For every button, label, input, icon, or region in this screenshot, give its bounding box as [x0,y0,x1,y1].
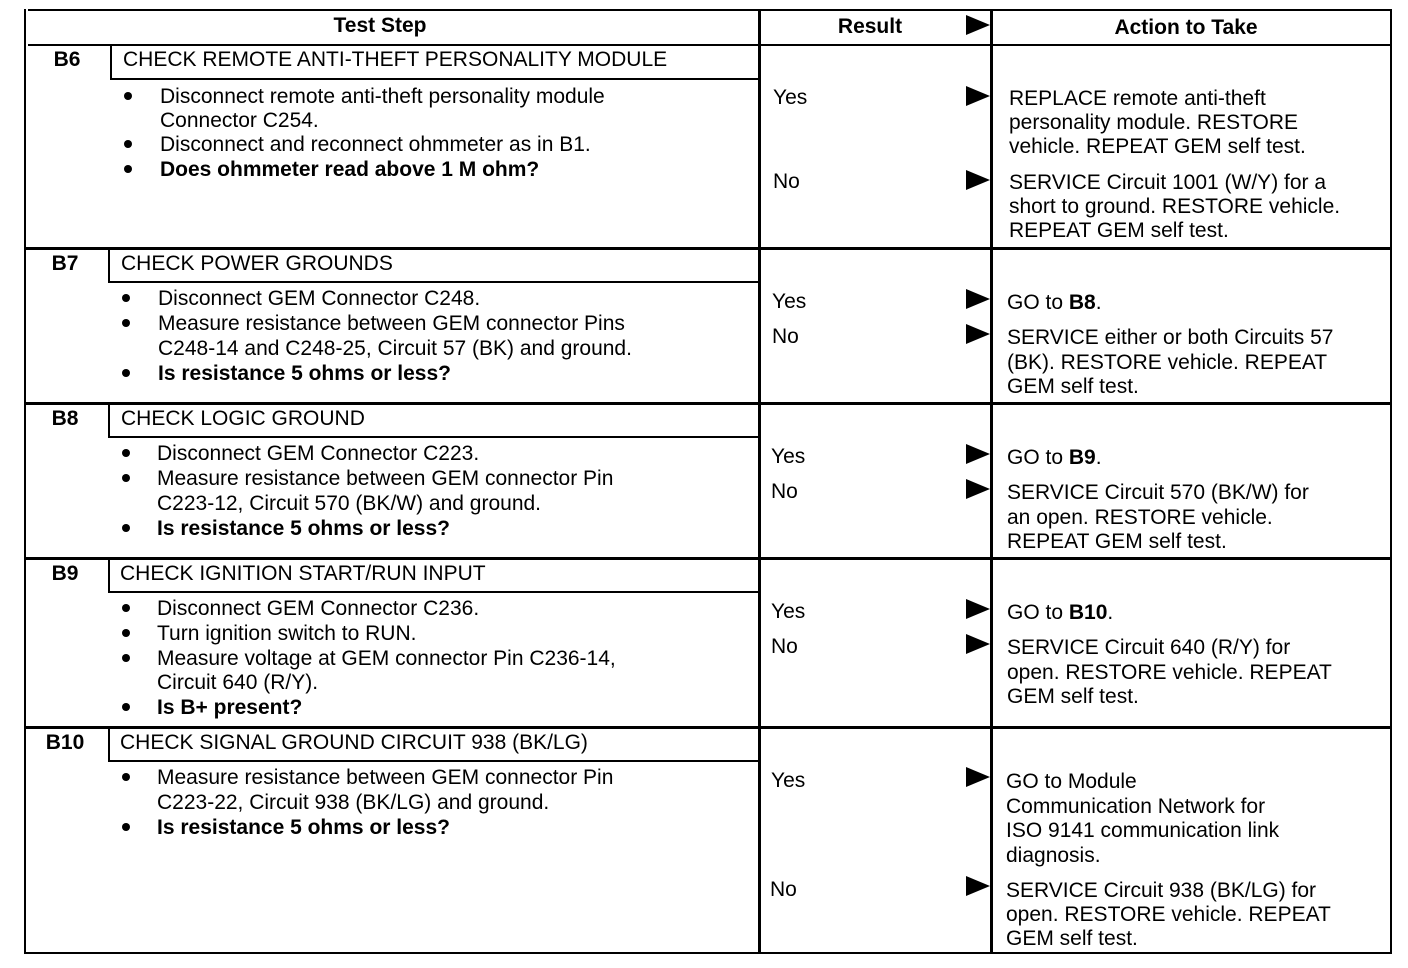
action-text: GO to B8. [1007,291,1102,314]
bullet-question: Is resistance 5 ohms or less? [157,816,450,839]
step-title: CHECK POWER GROUNDS [121,252,393,275]
bullet-icon [124,140,132,148]
step-code: B6 [53,48,81,71]
bullet-icon [122,524,130,532]
action-text: GO to B10. [1007,601,1114,624]
code-divider [108,250,110,282]
step-separator [24,247,1392,250]
bullet-icon [122,449,130,457]
step-title: CHECK LOGIC GROUND [121,407,365,430]
arrow-right-icon [966,479,990,499]
bullet-icon [122,604,130,612]
table-bottom-border [24,952,1392,954]
bullet-icon [122,474,130,482]
action-text: SERVICE Circuit 938 (BK/LG) for [1006,879,1317,902]
step-separator [24,557,1392,560]
result-yes: Yes [771,600,806,623]
bullet-question: Is resistance 5 ohms or less? [158,362,451,385]
code-divider [108,729,110,761]
title-underline [108,591,758,593]
step-code: B8 [51,407,79,430]
bullet-text: C223-22, Circuit 938 (BK/LG) and ground. [157,791,550,814]
action-text: Communication Network for [1006,795,1266,818]
step-code: B9 [51,562,79,585]
action-text: diagnosis. [1006,844,1101,867]
action-text: REPEAT GEM self test. [1007,530,1227,553]
bullet-icon [122,319,130,327]
bullet-icon [122,294,130,302]
bullet-question: Does ohmmeter read above 1 M ohm? [160,158,540,181]
bullet-icon [122,703,130,711]
arrow-right-icon [966,876,990,896]
header-action: Action to Take [1114,16,1258,39]
test-step-right-border [758,9,761,954]
bullet-icon [122,629,130,637]
step-title: CHECK IGNITION START/RUN INPUT [120,562,486,585]
action-text: SERVICE either or both Circuits 57 [1007,326,1334,349]
bullet-text: Circuit 640 (R/Y). [157,671,319,694]
header-test-step: Test Step [333,14,427,37]
result-no: No [770,878,797,901]
result-right-border [990,9,993,954]
step-title: CHECK REMOTE ANTI-THEFT PERSONALITY MODULE [123,48,668,71]
action-text: REPEAT GEM self test. [1009,219,1229,242]
action-text: short to ground. RESTORE vehicle. [1009,195,1341,218]
bullet-text: C248-14 and C248-25, Circuit 57 (BK) and ground. [158,337,632,360]
bullet-text: Disconnect GEM Connector C236. [157,597,480,620]
result-yes: Yes [771,769,806,792]
action-text: personality module. RESTORE [1009,111,1299,134]
step-separator [24,726,1392,729]
action-text: SERVICE Circuit 570 (BK/W) for [1007,481,1309,504]
left-border [24,9,26,954]
bullet-question: Is resistance 5 ohms or less? [157,517,450,540]
result-no: No [773,170,800,193]
step-code: B10 [45,731,85,754]
header-arrow-icon [966,15,990,35]
result-no: No [772,325,799,348]
action-text: GEM self test. [1007,375,1139,398]
action-text: REPLACE remote anti-theft [1009,87,1266,110]
result-yes: Yes [772,290,807,313]
arrow-right-icon [966,599,990,619]
code-divider [108,405,110,437]
title-underline [110,78,758,80]
arrow-right-icon [966,86,990,106]
title-underline [108,760,758,762]
action-text: vehicle. REPEAT GEM self test. [1009,135,1306,158]
header-result: Result [837,15,903,38]
bullet-text: Disconnect GEM Connector C248. [158,287,481,310]
action-text: SERVICE Circuit 640 (R/Y) for [1007,636,1291,659]
title-underline [108,436,758,438]
arrow-right-icon [966,767,990,787]
bullet-text: Turn ignition switch to RUN. [157,622,417,645]
bullet-text: Measure resistance between GEM connector Pin [157,766,614,789]
step-separator [24,402,1392,405]
bullet-text: Disconnect GEM Connector C223. [157,442,480,465]
code-divider [108,560,110,592]
bullet-question: Is B+ present? [157,696,303,719]
arrow-right-icon [966,324,990,344]
right-border [1390,9,1392,954]
bullet-icon [122,654,130,662]
bullet-text: C223-12, Circuit 570 (BK/W) and ground. [157,492,542,515]
title-underline [108,281,758,283]
code-divider [110,46,112,79]
arrow-right-icon [966,289,990,309]
step-title: CHECK SIGNAL GROUND CIRCUIT 938 (BK/LG) [120,731,588,754]
bullet-icon [124,92,132,100]
action-text: GEM self test. [1006,927,1138,950]
action-text: open. RESTORE vehicle. REPEAT [1006,903,1331,926]
result-yes: Yes [773,86,808,109]
action-text: GEM self test. [1007,685,1139,708]
bullet-icon [122,369,130,377]
action-text: an open. RESTORE vehicle. [1007,506,1273,529]
action-text: (BK). RESTORE vehicle. REPEAT [1007,351,1328,374]
bullet-text: Disconnect and reconnect ohmmeter as in B1. [160,133,591,156]
bullet-icon [122,823,130,831]
step-code: B7 [51,252,79,275]
action-text: open. RESTORE vehicle. REPEAT [1007,661,1332,684]
bullet-text: Measure resistance between GEM connector Pins [158,312,625,335]
action-text: GO to Module [1006,770,1137,793]
arrow-right-icon [966,634,990,654]
action-text: ISO 9141 communication link [1006,819,1280,842]
bullet-text: Disconnect remote anti-theft personality module [160,85,605,108]
bullet-icon [124,165,132,173]
table-top-border [28,9,1392,11]
result-no: No [771,635,798,658]
action-text: SERVICE Circuit 1001 (W/Y) for a [1009,171,1327,194]
bullet-text: Measure resistance between GEM connector Pin [157,467,614,490]
bullet-icon [122,773,130,781]
arrow-right-icon [966,170,990,190]
result-yes: Yes [771,445,806,468]
arrow-right-icon [966,444,990,464]
bullet-text: Connector C254. [160,109,319,132]
action-text: GO to B9. [1007,446,1102,469]
header-bottom-border [28,44,1392,46]
bullet-text: Measure voltage at GEM connector Pin C236-14, [157,647,616,670]
result-no: No [771,480,798,503]
